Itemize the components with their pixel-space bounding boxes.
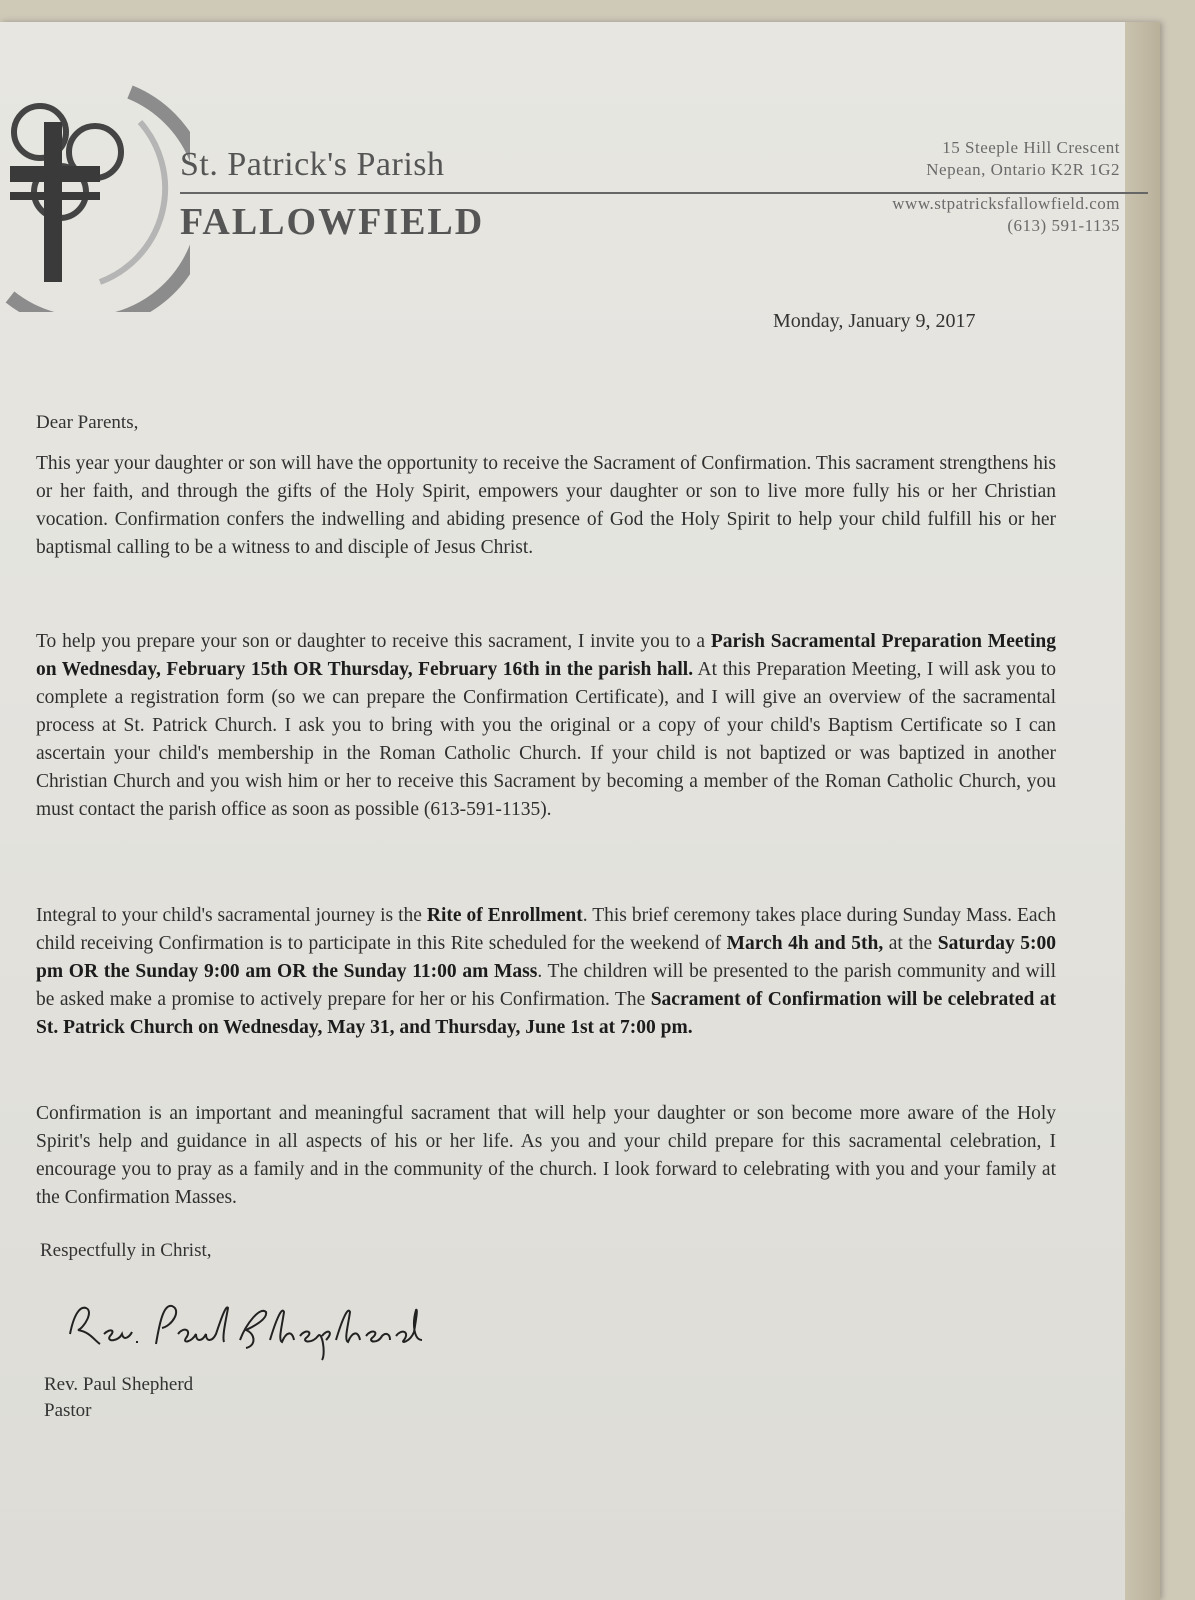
paragraph-3 xyxy=(36,902,1056,1042)
mass-times: Saturday 5:00 pm OR the Sunday 9:00 am OR the Sunday 11:00 am Mass xyxy=(36,933,1056,982)
paragraph-3-text-g: . The children will be presented to the parish community and will be asked make a promise to actively prepare for her or his Confirmation. The xyxy=(36,961,1056,1010)
salutation: Dear Parents, xyxy=(36,412,139,433)
parish-logo-icon xyxy=(0,62,190,312)
background-edge xyxy=(1125,22,1160,1600)
address-line-1: 15 Steeple Hill Crescent xyxy=(942,138,1120,157)
paragraph-2-text-a: To help you prepare your son or daughter to receive this sacrament, I invite you to a xyxy=(36,631,711,652)
rite-weekend: March 4h and 5th, xyxy=(726,933,884,954)
closing: Respectfully in Christ, xyxy=(40,1240,212,1261)
website: www.stpatricksfallowfield.com xyxy=(892,194,1120,213)
parish-location: FALLOWFIELD xyxy=(180,201,485,243)
paragraph-4: Confirmation is an important and meaningful sacrament that will help your daughter or son become more aware of the Holy Spirit's help and guidance in all aspects of his or her life. As you and your child prepare for this sacramental celebration, I encourage you to pray as a family and in the community of the church. I look forward to celebrating with you and your family at the Confirmation Masses. xyxy=(36,1103,1056,1208)
rite-of-enrollment: Rite of Enrollment xyxy=(426,905,583,926)
paragraph-1: This year your daughter or son will have the opportunity to receive the Sacrament of Confirmation. This sacrament strengthens his or her faith, and through the gifts of the Holy Spirit, empowers your daughter or son to live more fully his or her Christian vocation. Confirmation confers the indwelling and abiding presence of God the Holy Spirit to help your child fulfill his or her baptismal calling to be a witness to and disciple of Jesus Christ. xyxy=(36,453,1056,558)
meeting-details: Parish Sacramental Preparation Meeting on Wednesday, February 15th OR Thursday, February 16th in the parish hall. xyxy=(36,631,1057,680)
letter-sheet xyxy=(0,22,1160,1600)
signer-title: Pastor xyxy=(44,1400,92,1421)
confirmation-dates: Sacrament of Confirmation will be celebrated at St. Patrick Church on Wednesday, May 31, and Thursday, June 1st at 7:00 pm. xyxy=(36,989,1056,1038)
signer-block xyxy=(44,1372,193,1424)
paragraph-3-text-c: . This brief ceremony takes place during Sunday Mass. Each child receiving Confirmation is to participate in this Rite scheduled for the weekend of xyxy=(36,905,1056,954)
parish-name: St. Patrick's Parish xyxy=(180,146,445,183)
paragraph-2 xyxy=(36,628,1056,824)
paragraph-3-text-a: Integral to your child's sacramental journey is the xyxy=(36,905,427,926)
signature xyxy=(60,1284,460,1364)
paragraph-3-text-e: at the xyxy=(883,933,938,954)
address-line-2: Nepean, Ontario K2R 1G2 xyxy=(926,160,1120,179)
letter-date: Monday, January 9, 2017 xyxy=(773,310,976,332)
signer-name: Rev. Paul Shepherd xyxy=(44,1374,194,1395)
phone: (613) 591-1135 xyxy=(1007,216,1120,235)
paragraph-2-text-c: At this Preparation Meeting, I will ask you to complete a registration form (so we can prepare the Confirmation Certificate), and I will give an overview of the sacramental process at St. Patrick Church. I ask you to bring with you the original or a copy of your child's Baptism Certificate so I can ascertain your child's membership in the Roman Catholic Church. If your child is not baptized or was baptized in another Christian Church and you wish him or her to receive this Sacrament by becoming a member of the Roman Catholic Church, you must contact the parish office as soon as possible (613-591-1135). xyxy=(36,659,1056,820)
